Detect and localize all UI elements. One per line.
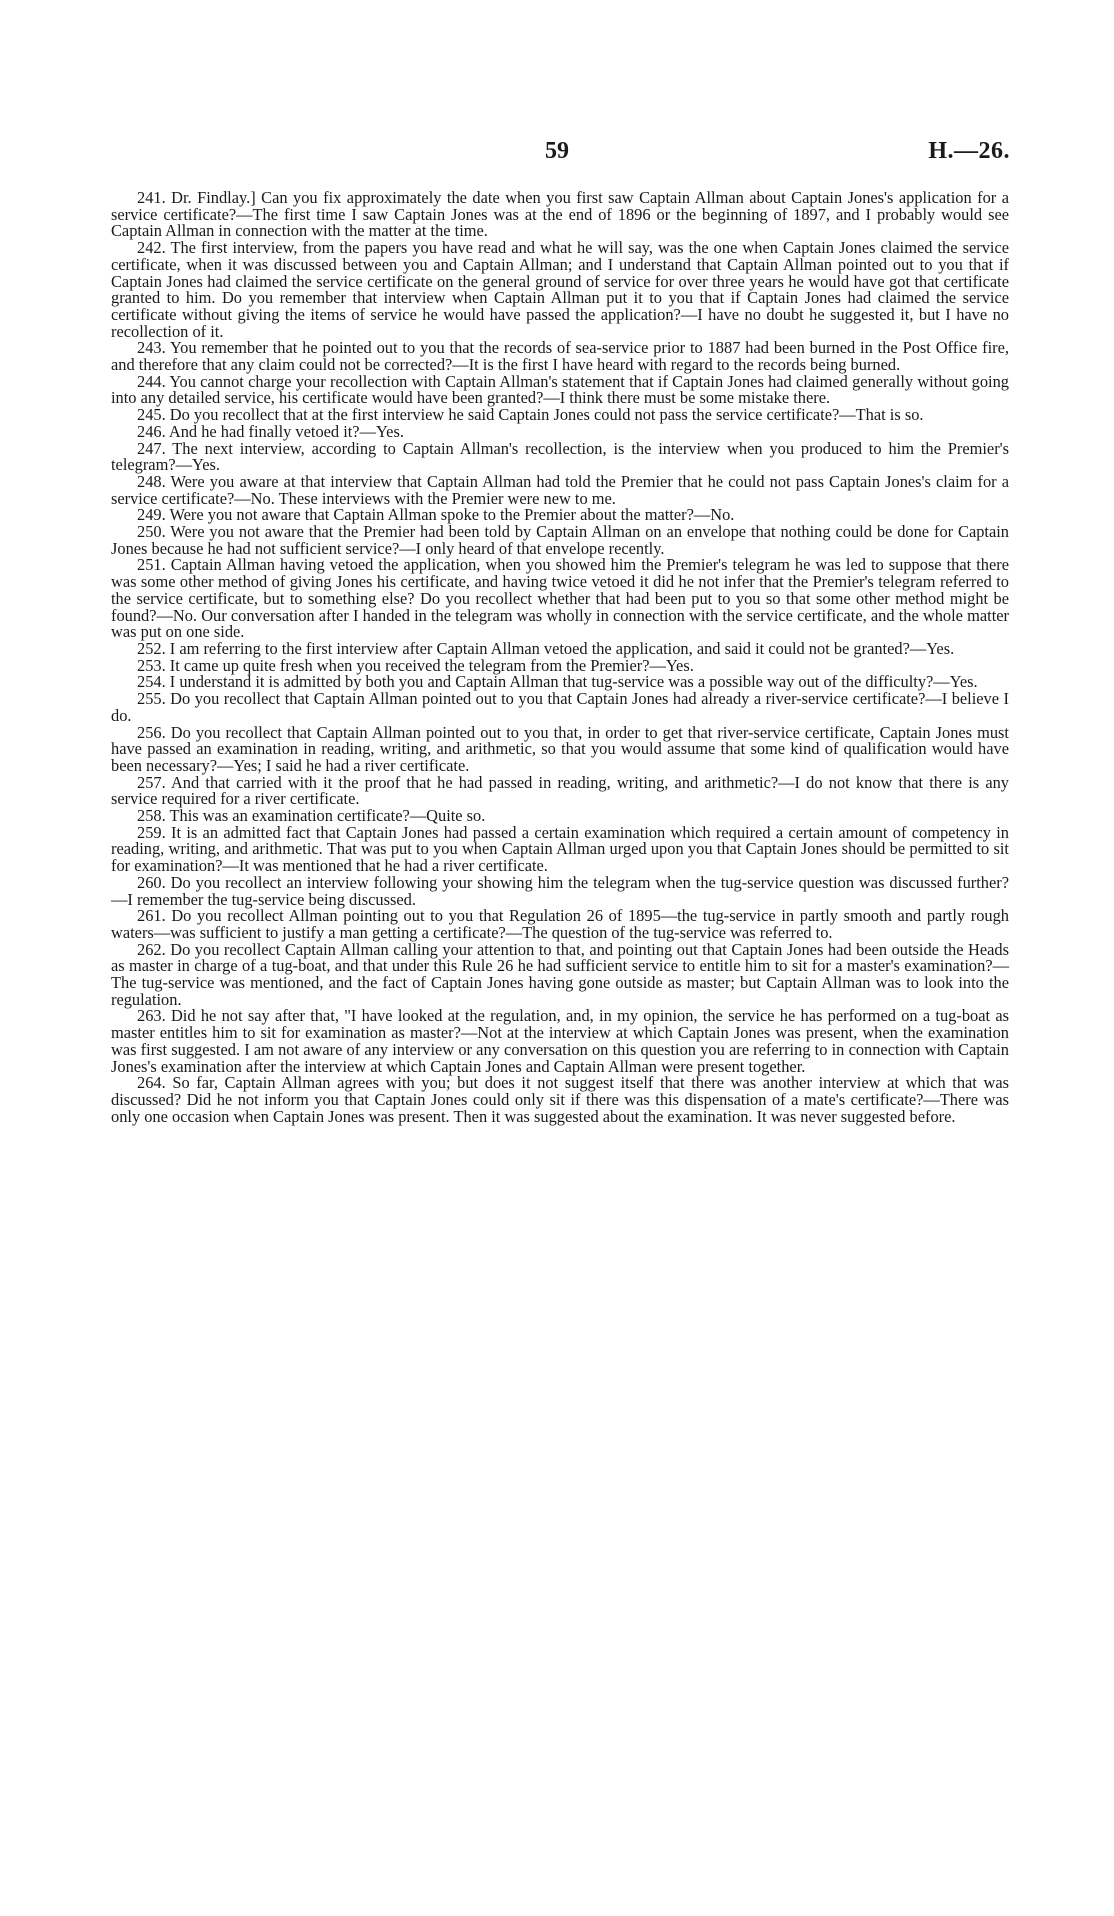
paragraph-254: 254. I understand it is admitted by both you and Captain Allman that tug-service was a possible way out of the difficulty?—Yes. [137, 672, 978, 692]
paragraph-264: 264. So far, Captain Allman agrees with you; but does it not suggest itself that there was another interview at which that was discussed? Did he not inform you that Captain Jones could only sit if there was this dispensation of a mate's certificate?—There was only one occasion when Captain Jones was present. Then it was suggested about the examination. It was never suggested before. [111, 1073, 1009, 1126]
paragraph-260: 260. Do you recollect an interview following your showing him the telegram when the tug-service question was discussed further?—I remember the tug-service being discussed. [111, 872, 1009, 909]
paragraph-255: 255. Do you recollect that Captain Allman pointed out to you that Captain Jones had already a river-service certificate?—I believe I do. [111, 689, 1009, 725]
page-number: 59 [545, 138, 569, 164]
paragraph-241: 241. Dr. Findlay.] Can you fix approximately the date when you first saw Captain Allman about Captain Jones's application for a service certificate?—The first time I saw Captain Jones was at the end of 1896 or the beginning of 1897, and I probably would see Captain Allman in connection with the matter at the time. [111, 188, 1009, 241]
paragraph-247: 247. The next interview, according to Captain Allman's recollection, is the interview when you produced to him the Premier's telegram?—Yes. [111, 438, 1009, 475]
paragraph-242: 242. The first interview, from the papers you have read and what he will say, was the one when Captain Jones claimed the service certificate, when it was discussed between you and Captain Allman; and I understand that Captain Allman pointed out to you that if Captain Jones had claimed the service certificate on the general ground of service for over three years he would have got that certificate granted to him. Do you remember that interview when Captain Allman put it to you that if Captain Jones had claimed the service certificate without giving the items of service he would have passed the application?—I have no doubt he suggested it, but I have no recollection of it. [111, 238, 1009, 341]
paragraph-252: 252. I am referring to the first interview after Captain Allman vetoed the application, and said it could not be granted?—Yes. [137, 638, 955, 658]
body-text [111, 190, 1009, 1125]
paragraph-248: 248. Were you aware at that interview that Captain Allman had told the Premier that he could not pass Captain Jones's claim for a service certificate?—No. These interviews with the Premier were new to me. [111, 471, 1009, 508]
paragraph-250: 250. Were you not aware that the Premier had been told by Captain Allman on an envelope that nothing could be done for Captain Jones because he had not sufficient service?—I only heard of that envelope recently. [111, 522, 1009, 558]
paragraph-246: 246. And he had finally vetoed it?—Yes. [137, 421, 404, 441]
paragraph-259: 259. It is an admitted fact that Captain Jones had passed a certain examination which required a certain amount of competency in reading, writing, and arithmetic. That was put to you when Captain Allman urged upon you that Captain Jones should be permitted to sit for examination?—It was mentioned that he had a river certificate. [111, 822, 1009, 876]
paragraph-257: 257. And that carried with it the proof that he had passed in reading, writing, and arithmetic?—I do not know that there is any service required for a river certificate. [111, 772, 1009, 809]
document-reference: H.—26. [928, 138, 1010, 164]
paragraph-256: 256. Do you recollect that Captain Allman pointed out to you that, in order to get that river-service certificate, Captain Jones must have passed an examination in reading, writing, and arithmetic, so that you would assume that some kind of qualification would have been necessary?—Yes; I said he had a river certificate. [111, 722, 1009, 775]
paragraph-249: 249. Were you not aware that Captain Allman spoke to the Premier about the matter?—No. [137, 505, 735, 525]
paragraph-245: 245. Do you recollect that at the first interview he said Captain Jones could not pass the service certificate?—That is so. [137, 405, 924, 425]
paragraph-253: 253. It came up quite fresh when you received the telegram from the Premier?—Yes. [137, 655, 694, 675]
paragraph-258: 258. This was an examination certificate?—Quite so. [137, 806, 486, 826]
paragraph-261: 261. Do you recollect Allman pointing out to you that Regulation 26 of 1895—the tug-service in partly smooth and partly rough waters—was sufficient to justify a man getting a certificate?—The question of the tug-service was referred to. [111, 906, 1009, 942]
paragraph-263: 263. Did he not say after that, "I have looked at the regulation, and, in my opinion, the service he has performed on a tug-boat as master entitles him to sit for examination as master?—Not at the interview at which Captain Jones was present, when the examination was first suggested. I am not aware of any interview or any conversation on this question you are referring to in connection with Captain Jones's examination after the interview at which Captain Jones and Captain Allman were present together. [111, 1006, 1009, 1076]
paragraph-262: 262. Do you recollect Captain Allman calling your attention to that, and pointing out that Captain Jones had been outside the Heads as master in charge of a tug-boat, and that under this Rule 26 he had sufficient service to entitle him to sit for a master's examination?—The tug-service was mentioned, and the fact of Captain Jones having gone outside as master; but Captain Allman was to look into the regulation. [111, 939, 1009, 1009]
paragraph-243: 243. You remember that he pointed out to you that the records of sea-service prior to 1887 had been burned in the Post Office fire, and therefore that any claim could not be corrected?—It is the first I have heard with regard to the records being burned. [111, 338, 1009, 375]
paragraph-251: 251. Captain Allman having vetoed the application, when you showed him the Premier's telegram he was led to suppose that there was some other method of giving Jones his certificate, and having twice vetoed it did he not infer that the Premier's telegram referred to the service certificate, but to something else? Do you recollect whether that had been put to you so that some other method might be found?—No. Our conversation after I handed in the telegram was wholly in connection with the service certificate, and the whole matter was put on one side. [111, 555, 1009, 642]
paragraph-244: 244. You cannot charge your recollection with Captain Allman's statement that if Captain Jones had claimed generally without going into any detailed service, his certificate would have been granted?—I think there must be some mistake there. [111, 371, 1009, 408]
